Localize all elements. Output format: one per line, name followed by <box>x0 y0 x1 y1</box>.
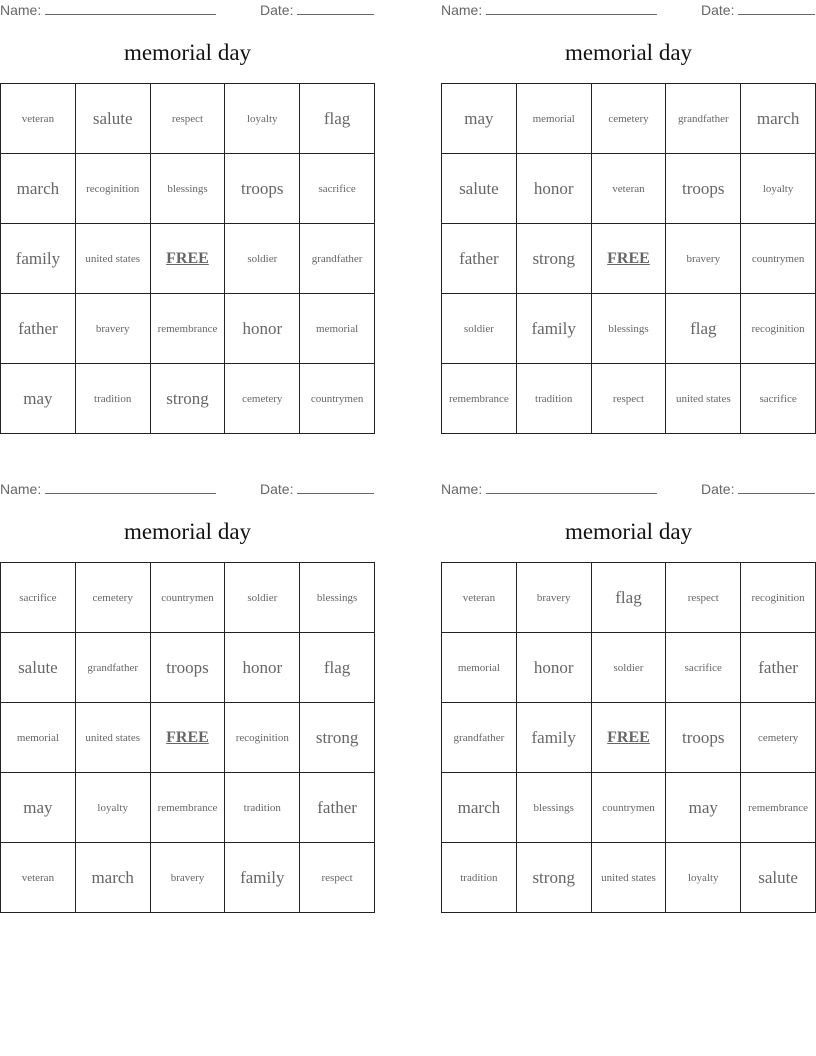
bingo-cell: united states <box>666 364 741 434</box>
bingo-cell: grandfather <box>76 633 151 703</box>
bingo-cell: march <box>741 84 816 154</box>
bingo-grid <box>0 83 375 434</box>
bingo-cell: veteran <box>592 154 667 224</box>
bingo-cell: grandfather <box>442 703 517 773</box>
date-field <box>701 2 815 18</box>
bingo-cell: family <box>225 843 300 913</box>
name-field <box>441 481 657 497</box>
name-field <box>0 481 216 497</box>
bingo-card-1 <box>0 0 375 436</box>
bingo-cell: cemetery <box>225 364 300 434</box>
bingo-cell: honor <box>517 154 592 224</box>
name-date-row <box>0 2 375 20</box>
card-title: memorial day <box>564 519 693 544</box>
bingo-cell: honor <box>225 294 300 364</box>
bingo-cell: respect <box>666 563 741 633</box>
bingo-cell: blessings <box>300 563 375 633</box>
bingo-card-2 <box>441 0 816 436</box>
bingo-cell: grandfather <box>300 224 375 294</box>
bingo-cell: united states <box>76 224 151 294</box>
date-field <box>260 2 374 18</box>
bingo-cell: countrymen <box>741 224 816 294</box>
name-field <box>441 2 657 18</box>
bingo-cell: strong <box>300 703 375 773</box>
free-space-cell: FREE <box>592 224 667 294</box>
bingo-cell: family <box>517 294 592 364</box>
bingo-cell: sacrifice <box>1 563 76 633</box>
bingo-cell: soldier <box>592 633 667 703</box>
date-blank-line <box>738 2 815 15</box>
bingo-cell: respect <box>300 843 375 913</box>
bingo-cell: father <box>300 773 375 843</box>
bingo-cell: salute <box>741 843 816 913</box>
bingo-cell: countrymen <box>592 773 667 843</box>
bingo-cell: loyalty <box>225 84 300 154</box>
date-blank-line <box>297 2 374 15</box>
bingo-cell: veteran <box>1 843 76 913</box>
bingo-cell: father <box>741 633 816 703</box>
date-label: Date: <box>701 2 735 18</box>
bingo-cell: respect <box>592 364 667 434</box>
bingo-cell: remembrance <box>151 294 226 364</box>
bingo-cell: family <box>517 703 592 773</box>
bingo-cell: salute <box>76 84 151 154</box>
bingo-cell: recoginition <box>741 294 816 364</box>
card-title: memorial day <box>123 519 252 544</box>
bingo-cell: strong <box>517 224 592 294</box>
bingo-cell: grandfather <box>666 84 741 154</box>
bingo-cell: loyalty <box>666 843 741 913</box>
bingo-cell: soldier <box>225 563 300 633</box>
bingo-cell: tradition <box>442 843 517 913</box>
name-date-row <box>441 481 816 499</box>
bingo-cell: tradition <box>517 364 592 434</box>
bingo-cell: family <box>1 224 76 294</box>
bingo-card-3 <box>0 479 375 915</box>
name-date-row <box>441 2 816 20</box>
bingo-cell: troops <box>151 633 226 703</box>
bingo-cell: flag <box>300 84 375 154</box>
bingo-cell: bravery <box>666 224 741 294</box>
bingo-cell: troops <box>225 154 300 224</box>
bingo-cell: strong <box>517 843 592 913</box>
bingo-cell: cemetery <box>592 84 667 154</box>
bingo-cell: honor <box>517 633 592 703</box>
bingo-cell: blessings <box>592 294 667 364</box>
bingo-card-4 <box>441 479 816 915</box>
bingo-cell: march <box>1 154 76 224</box>
date-label: Date: <box>260 481 294 497</box>
bingo-cell: soldier <box>442 294 517 364</box>
bingo-cell: may <box>442 84 517 154</box>
bingo-cell: bravery <box>76 294 151 364</box>
bingo-cell: may <box>1 773 76 843</box>
bingo-cell: march <box>76 843 151 913</box>
bingo-cell: recoginition <box>225 703 300 773</box>
name-date-row <box>0 481 375 499</box>
bingo-cell: honor <box>225 633 300 703</box>
bingo-cell: blessings <box>517 773 592 843</box>
bingo-cell: recoginition <box>741 563 816 633</box>
bingo-grid <box>441 83 816 434</box>
bingo-cell: sacrifice <box>741 364 816 434</box>
bingo-cell: troops <box>666 703 741 773</box>
bingo-grid <box>441 562 816 913</box>
name-label: Name: <box>441 481 483 497</box>
bingo-cell: father <box>1 294 76 364</box>
free-space-cell: FREE <box>151 703 226 773</box>
bingo-cell: veteran <box>442 563 517 633</box>
bingo-cell: flag <box>666 294 741 364</box>
bingo-cell: remembrance <box>741 773 816 843</box>
date-field <box>701 481 815 497</box>
bingo-cell: memorial <box>517 84 592 154</box>
bingo-cell: strong <box>151 364 226 434</box>
bingo-cell: blessings <box>151 154 226 224</box>
bingo-cell: respect <box>151 84 226 154</box>
bingo-cell: may <box>1 364 76 434</box>
bingo-cell: flag <box>300 633 375 703</box>
bingo-cell: troops <box>666 154 741 224</box>
bingo-grid <box>0 562 375 913</box>
date-blank-line <box>297 481 374 494</box>
bingo-cell: cemetery <box>76 563 151 633</box>
bingo-cell: united states <box>592 843 667 913</box>
name-label: Name: <box>0 481 42 497</box>
name-blank-line <box>45 2 216 15</box>
bingo-cell: bravery <box>517 563 592 633</box>
name-blank-line <box>486 2 657 15</box>
date-label: Date: <box>260 2 294 18</box>
bingo-cell: salute <box>442 154 517 224</box>
date-label: Date: <box>701 481 735 497</box>
bingo-cell: sacrifice <box>666 633 741 703</box>
free-space-cell: FREE <box>592 703 667 773</box>
bingo-cell: veteran <box>1 84 76 154</box>
bingo-cell: cemetery <box>741 703 816 773</box>
card-title: memorial day <box>564 40 693 65</box>
free-space-cell: FREE <box>151 224 226 294</box>
name-label: Name: <box>441 2 483 18</box>
card-title: memorial day <box>123 40 252 65</box>
name-label: Name: <box>0 2 42 18</box>
bingo-cell: memorial <box>442 633 517 703</box>
bingo-cell: countrymen <box>151 563 226 633</box>
bingo-cell: bravery <box>151 843 226 913</box>
bingo-cell: flag <box>592 563 667 633</box>
bingo-cell: countrymen <box>300 364 375 434</box>
bingo-cell: soldier <box>225 224 300 294</box>
bingo-cell: remembrance <box>442 364 517 434</box>
name-field <box>0 2 216 18</box>
bingo-cell: recoginition <box>76 154 151 224</box>
bingo-cell: tradition <box>76 364 151 434</box>
bingo-cell: father <box>442 224 517 294</box>
bingo-cell: march <box>442 773 517 843</box>
bingo-cell: memorial <box>1 703 76 773</box>
bingo-cell: tradition <box>225 773 300 843</box>
bingo-cell: loyalty <box>76 773 151 843</box>
bingo-cell: memorial <box>300 294 375 364</box>
bingo-cell: united states <box>76 703 151 773</box>
bingo-cell: salute <box>1 633 76 703</box>
date-field <box>260 481 374 497</box>
name-blank-line <box>45 481 216 494</box>
bingo-cell: sacrifice <box>300 154 375 224</box>
bingo-cell: may <box>666 773 741 843</box>
date-blank-line <box>738 481 815 494</box>
name-blank-line <box>486 481 657 494</box>
bingo-cell: loyalty <box>741 154 816 224</box>
bingo-cell: remembrance <box>151 773 226 843</box>
